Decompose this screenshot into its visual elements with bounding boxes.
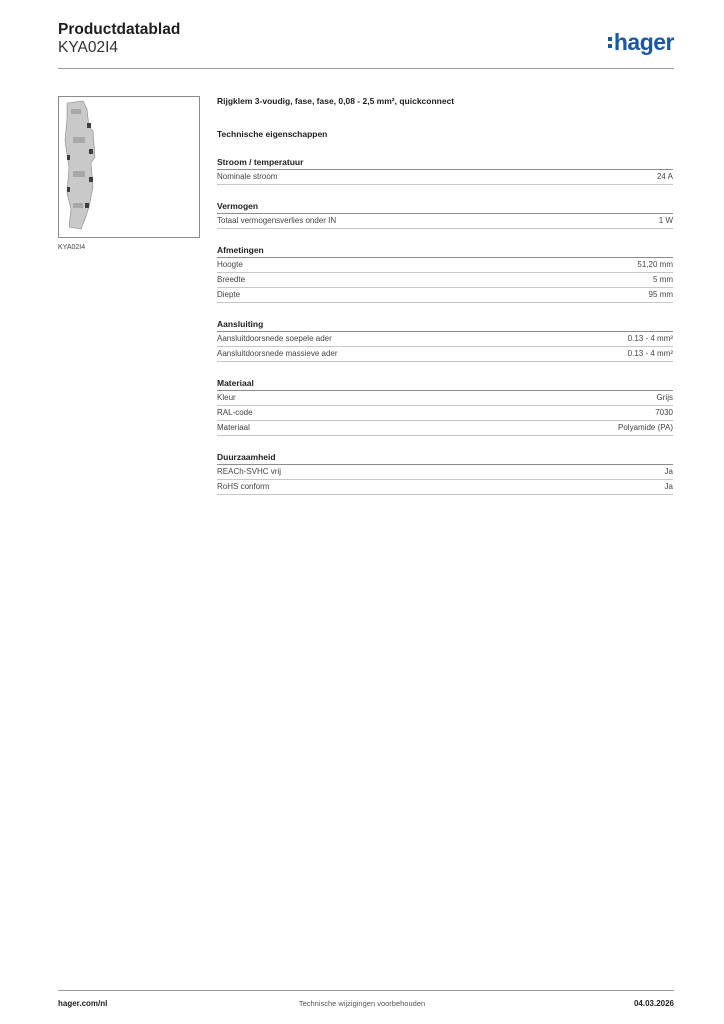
spec-row [217,214,673,229]
section-title: Materiaal [217,378,673,391]
spec-value: Ja [664,482,673,491]
product-code: KYA02I4 [58,39,119,56]
spec-value: 5 mm [653,275,673,284]
spec-section [217,201,673,229]
spec-row [217,465,673,480]
footer-date: 04.03.2026 [633,999,674,1008]
spec-label: Aansluitdoorsnede soepele ader [217,334,332,343]
spec-sections [217,157,673,495]
spec-label: RoHS conform [217,482,270,491]
footer-note: Technische wijzigingen voorbehouden [298,999,426,1008]
spec-label: Aansluitdoorsnede massieve ader [217,349,338,358]
spec-label: Materiaal [217,423,250,432]
spec-row [217,258,673,273]
spec-section [217,378,673,436]
section-title: Vermogen [217,201,673,214]
spec-section [217,245,673,303]
logo-dots-icon [608,37,612,48]
spec-row [217,170,673,185]
spec-section [217,452,673,495]
spec-label: Hoogte [217,260,243,269]
spec-content [217,96,673,495]
spec-label: Totaal vermogensverlies onder IN [217,216,337,225]
spec-label: Kleur [217,393,236,402]
product-title: Rijgklem 3-voudig, fase, fase, 0,08 - 2,5 mm², quickconnect [217,96,455,106]
spec-label: Nominale stroom [217,172,278,181]
spec-section [217,319,673,362]
spec-value: Ja [664,467,673,476]
spec-label: Breedte [217,275,246,284]
spec-label: REACh-SVHC vrij [217,467,282,476]
section-title: Duurzaamheid [217,452,673,465]
section-title: Aansluiting [217,319,673,332]
page-title: Productdatablad [58,21,181,38]
spec-section [217,157,673,185]
footer-website-link[interactable]: hager.com/nl [58,999,108,1008]
spec-row [217,406,673,421]
spec-row [217,347,673,362]
spec-row [217,332,673,347]
spec-row [217,288,673,303]
logo-text: hager [613,28,674,55]
spec-value: 1 W [658,216,673,225]
spec-value: 24 A [656,172,673,181]
header-divider [58,68,674,69]
terminal-block-icon [59,97,199,237]
section-title: Stroom / temperatuur [217,157,673,170]
spec-row [217,421,673,436]
spec-value: 7030 [655,408,673,417]
spec-value: 95 mm [648,290,673,299]
technical-properties-heading: Technische eigenschappen [217,129,328,139]
spec-value: Polyamide (PA) [618,423,673,432]
spec-value: Grijs [656,393,673,402]
spec-label: RAL-code [217,408,253,417]
product-image-caption: KYA02I4 [58,244,86,251]
section-title: Afmetingen [217,245,673,258]
spec-row [217,480,673,495]
spec-value: 0.13 - 4 mm² [627,334,673,343]
hager-logo [608,29,674,55]
footer-divider [58,990,674,991]
spec-row [217,273,673,288]
product-image [58,96,200,238]
spec-label: Diepte [217,290,241,299]
spec-row [217,391,673,406]
spec-value: 0.13 - 4 mm² [627,349,673,358]
spec-value: 51,20 mm [637,260,673,269]
